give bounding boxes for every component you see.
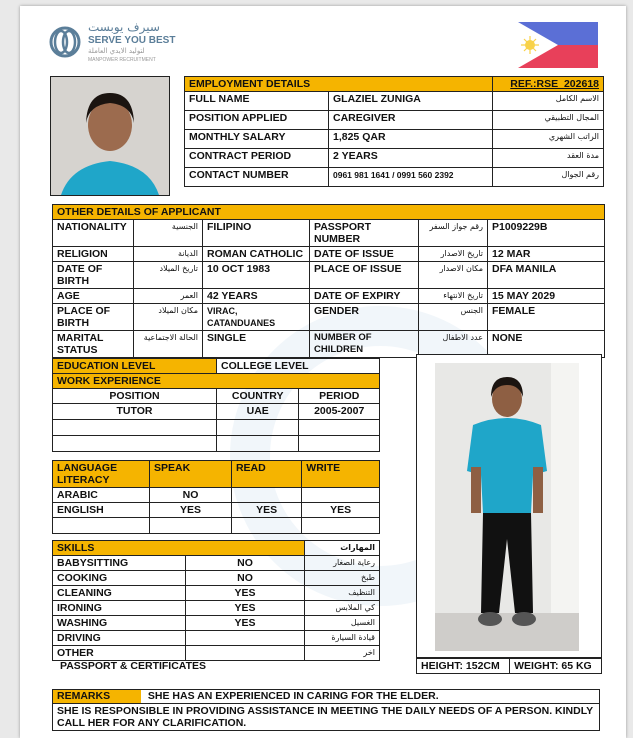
skill-name: BABYSITTING xyxy=(53,556,186,571)
row-label: POSITION APPLIED xyxy=(185,111,329,130)
cell-label: MARITAL STATUS xyxy=(53,331,134,358)
table-row xyxy=(53,220,605,247)
skill-value: NO xyxy=(186,571,305,586)
cell-value: DFA MANILA xyxy=(488,262,605,289)
skill-value xyxy=(186,646,305,661)
cell-label-ar: الجنسية xyxy=(134,220,203,247)
applicant-full-body-photo xyxy=(416,354,602,658)
skill-value: YES xyxy=(186,586,305,601)
passport-certificates-label: PASSPORT & CERTIFICATES xyxy=(60,660,207,672)
cell-value: ROMAN CATHOLIC xyxy=(203,247,310,262)
row-label-ar: الاسم الكامل xyxy=(493,92,604,111)
column-header: PERIOD xyxy=(299,389,380,404)
skill-value: NO xyxy=(186,556,305,571)
applicant-headshot xyxy=(50,76,170,196)
table-row xyxy=(53,503,380,518)
row-label: CONTRACT PERIOD xyxy=(185,149,329,168)
skill-name: OTHER xyxy=(53,646,186,661)
employment-details-table xyxy=(184,76,604,187)
column-header: SPEAK xyxy=(150,461,232,488)
cell-label-ar: الديانة xyxy=(134,247,203,262)
cell-label: AGE xyxy=(53,289,134,304)
skill-name: CLEANING xyxy=(53,586,186,601)
other-details-header: OTHER DETAILS OF APPLICANT xyxy=(53,205,488,220)
table-row xyxy=(53,304,605,331)
skill-value xyxy=(186,631,305,646)
skills-table xyxy=(52,540,380,661)
cell-value: 2005-2007 xyxy=(299,404,380,420)
cell-value: YES xyxy=(150,503,232,518)
cell-value xyxy=(231,488,301,503)
skill-name-ar: اخر xyxy=(305,646,380,661)
table-row xyxy=(185,149,604,168)
skill-name: DRIVING xyxy=(53,631,186,646)
cell-label: PASSPORT NUMBER xyxy=(310,220,419,247)
table-row xyxy=(53,488,380,503)
table-row xyxy=(53,571,380,586)
skill-name-ar: التنظيف xyxy=(305,586,380,601)
language-table xyxy=(52,460,380,534)
table-row xyxy=(53,616,380,631)
column-header: COUNTRY xyxy=(217,389,299,404)
table-row xyxy=(53,247,605,262)
cell-label-ar: الجنس xyxy=(419,304,488,331)
table-row xyxy=(53,556,380,571)
skill-name: IRONING xyxy=(53,601,186,616)
remarks-line-1: SHE HAS AN EXPERIENCED IN CARING FOR THE ELDER. xyxy=(147,690,439,702)
table-row xyxy=(53,631,380,646)
table-row xyxy=(53,289,605,304)
column-header: READ xyxy=(231,461,301,488)
skill-name-ar: قيادة السيارة xyxy=(305,631,380,646)
logo-arabic-sub: لتوليد الايدي العاملة xyxy=(88,47,145,55)
cell-label-ar: مكان الميلاد xyxy=(134,304,203,331)
contract-value: 2 YEARS xyxy=(329,149,493,168)
table-row xyxy=(53,262,605,289)
table-row xyxy=(185,111,604,130)
employment-header: EMPLOYMENT DETAILS xyxy=(185,77,493,92)
weight-value: WEIGHT: 65 KG xyxy=(510,659,602,674)
table-row xyxy=(53,420,380,436)
table-row xyxy=(53,646,380,661)
philippine-flag-icon xyxy=(518,22,598,68)
skill-value: YES xyxy=(186,616,305,631)
company-logo xyxy=(48,20,198,66)
row-label-ar: مدة العقد xyxy=(493,149,604,168)
logo-mark-icon xyxy=(48,22,82,62)
cell-value: P1009229B xyxy=(488,220,605,247)
remarks-label: REMARKS xyxy=(53,690,141,703)
column-header: WRITE xyxy=(302,461,380,488)
height-value: HEIGHT: 152CM xyxy=(417,659,510,674)
row-label-ar: الراتب الشهري xyxy=(493,130,604,149)
cell-value: YES xyxy=(231,503,301,518)
position-value: CAREGIVER xyxy=(329,111,493,130)
cell-value xyxy=(302,488,380,503)
row-label-ar: رقم الجوال xyxy=(493,168,604,187)
cell-label: DATE OF ISSUE xyxy=(310,247,419,262)
skill-value: YES xyxy=(186,601,305,616)
logo-english: SERVE YOU BEST xyxy=(88,35,176,46)
cell-value: 42 YEARS xyxy=(203,289,310,304)
education-label: EDUCATION LEVEL xyxy=(53,359,217,374)
skill-name-ar: كي الملابس xyxy=(305,601,380,616)
other-details-table xyxy=(52,204,605,358)
table-row xyxy=(185,130,604,149)
salary-value: 1,825 QAR xyxy=(329,130,493,149)
measurements-table xyxy=(416,658,602,674)
cell-label: DATE OF BIRTH xyxy=(53,262,134,289)
cell-label: GENDER xyxy=(310,304,419,331)
cell-label-ar: تاريخ الميلاد xyxy=(134,262,203,289)
cell-label-ar: تاريخ الاصدار xyxy=(419,247,488,262)
cell-label: NUMBER OF CHILDREN xyxy=(310,331,419,358)
cell-value: 10 OCT 1983 xyxy=(203,262,310,289)
cell-value: FILIPINO xyxy=(203,220,310,247)
remarks-line-2: SHE IS RESPONSIBLE IN PROVIDING ASSISTANCE IN MEETING THE DAILY NEEDS OF A PERSON. KINDLY CALL HER FOR ANY CLARIFICATION. xyxy=(53,703,599,730)
logo-arabic: سيرف يوبست xyxy=(88,20,160,34)
table-row xyxy=(53,586,380,601)
cell-label: DATE OF EXPIRY xyxy=(310,289,419,304)
table-row xyxy=(185,92,604,111)
skill-name: WASHING xyxy=(53,616,186,631)
cell-value: YES xyxy=(302,503,380,518)
cell-label: ENGLISH xyxy=(53,503,150,518)
row-label-ar: المجال التطبيقي xyxy=(493,111,604,130)
skill-name-ar: رعاية الصغار xyxy=(305,556,380,571)
column-header: POSITION xyxy=(53,389,217,404)
cell-label: PLACE OF ISSUE xyxy=(310,262,419,289)
skills-header: SKILLS xyxy=(53,541,305,556)
table-row xyxy=(53,404,380,420)
education-value: COLLEGE LEVEL xyxy=(217,359,380,374)
skill-name-ar: الغسيل xyxy=(305,616,380,631)
cell-value: SINGLE xyxy=(203,331,310,358)
education-work-table xyxy=(52,358,380,452)
row-label: CONTACT NUMBER xyxy=(185,168,329,187)
cell-label: RELIGION xyxy=(53,247,134,262)
cell-label-ar: رقم جواز السفر xyxy=(419,220,488,247)
cell-label: NATIONALITY xyxy=(53,220,134,247)
cell-value: NO xyxy=(150,488,232,503)
logo-sub: MANPOWER RECRUITMENT xyxy=(88,57,156,63)
cell-value: FEMALE xyxy=(488,304,605,331)
cell-value: NONE xyxy=(488,331,605,358)
cell-label-ar: عدد الاطفال xyxy=(419,331,488,358)
skills-header-ar: المهارات xyxy=(305,541,380,556)
cell-value: 12 MAR xyxy=(488,247,605,262)
table-row xyxy=(185,168,604,187)
cell-label: ARABIC xyxy=(53,488,150,503)
row-label: MONTHLY SALARY xyxy=(185,130,329,149)
cell-label-ar: تاريخ الانتهاء xyxy=(419,289,488,304)
cell-label: PLACE OF BIRTH xyxy=(53,304,134,331)
remarks-box xyxy=(52,689,600,731)
cell-label-ar: الحالة الاجتماعية xyxy=(134,331,203,358)
language-header: LANGUAGE LITERACY xyxy=(53,461,150,488)
reference-number: REF.:RSE_202618 xyxy=(493,77,604,92)
table-row xyxy=(53,436,380,452)
skill-name: COOKING xyxy=(53,571,186,586)
row-label: FULL NAME xyxy=(185,92,329,111)
table-row xyxy=(53,601,380,616)
cell-value: TUTOR xyxy=(53,404,217,420)
cell-value: VIRAC, CATANDUANES xyxy=(203,304,310,331)
cell-label-ar: مكان الاصدار xyxy=(419,262,488,289)
document-page xyxy=(20,6,626,738)
cell-label-ar: العمر xyxy=(134,289,203,304)
cell-value: UAE xyxy=(217,404,299,420)
work-experience-header: WORK EXPERIENCE xyxy=(53,374,380,389)
contact-value: 0961 981 1641 / 0991 560 2392 xyxy=(329,168,493,187)
full-name-value: GLAZIEL ZUNIGA xyxy=(329,92,493,111)
skill-name-ar: طبخ xyxy=(305,571,380,586)
cell-value: 15 MAY 2029 xyxy=(488,289,605,304)
